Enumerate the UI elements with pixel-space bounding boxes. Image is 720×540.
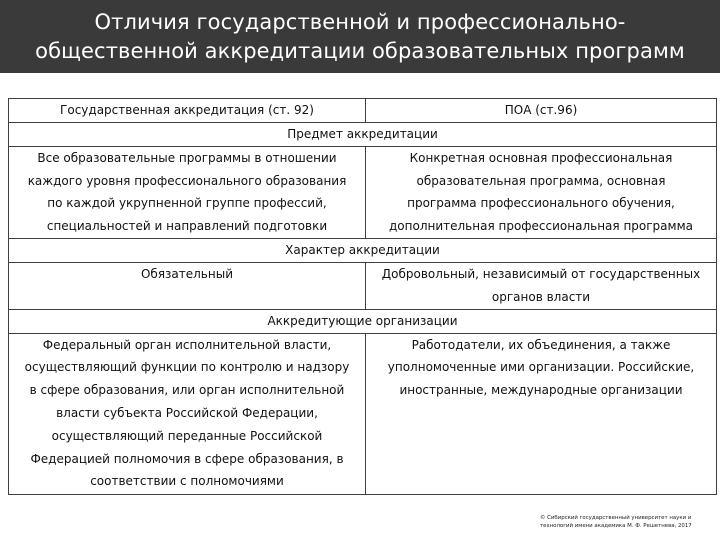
header-state-accreditation: Государственная аккредитация (ст. 92) xyxy=(9,99,366,123)
subject-poa-cell: Конкретная основная профессиональная образовательная программа, основная программа профессионального обучения, дополнительная профессиональная программа xyxy=(366,146,717,238)
copyright-note xyxy=(540,514,715,530)
copyright-line-1: © Сибирский государственный университет науки и xyxy=(540,515,692,521)
header-poa: ПОА (ст.96) xyxy=(366,99,717,123)
copyright-line-2: технологий имени академика М. Ф. Решетнева, 2017 xyxy=(540,523,692,529)
section-heading-row xyxy=(9,123,717,147)
section-heading-character: Характер аккредитации xyxy=(9,238,717,262)
table-row xyxy=(9,146,717,238)
character-poa-cell: Добровольный, независимый от государственных органов власти xyxy=(366,262,717,309)
table-row xyxy=(9,333,717,494)
organizations-state-cell: Федеральный орган исполнительной власти, осуществляющий функции по контролю и надзору в сфере образования, или орган исполнительной власти субъекта Российской Федерации, осуществляющий переданные Российской Федерацией полномочия в сфере образования, в соответствии с полномочиями xyxy=(9,333,366,494)
section-heading-row xyxy=(9,309,717,333)
subject-state-cell: Все образовательные программы в отношении каждого уровня профессионального образования по каждой укрупненной группе профессий, специальностей и направлений подготовки xyxy=(9,146,366,238)
character-state-cell: Обязательный xyxy=(9,262,366,309)
title-bar xyxy=(0,0,720,73)
comparison-table xyxy=(8,98,717,495)
table-header-row xyxy=(9,99,717,123)
section-heading-row xyxy=(9,238,717,262)
title-line-1: Отличия государственной и профессионально- xyxy=(94,9,626,34)
organizations-poa-cell: Работодатели, их объединения, а также уполномоченные ими организации. Российские, иностранные, международные организации xyxy=(366,333,717,494)
table-row xyxy=(9,262,717,309)
section-heading-organizations: Аккредитующие организации xyxy=(9,309,717,333)
title-line-2: общественной аккредитации образовательных программ xyxy=(35,38,685,63)
section-heading-subject: Предмет аккредитации xyxy=(9,123,717,147)
